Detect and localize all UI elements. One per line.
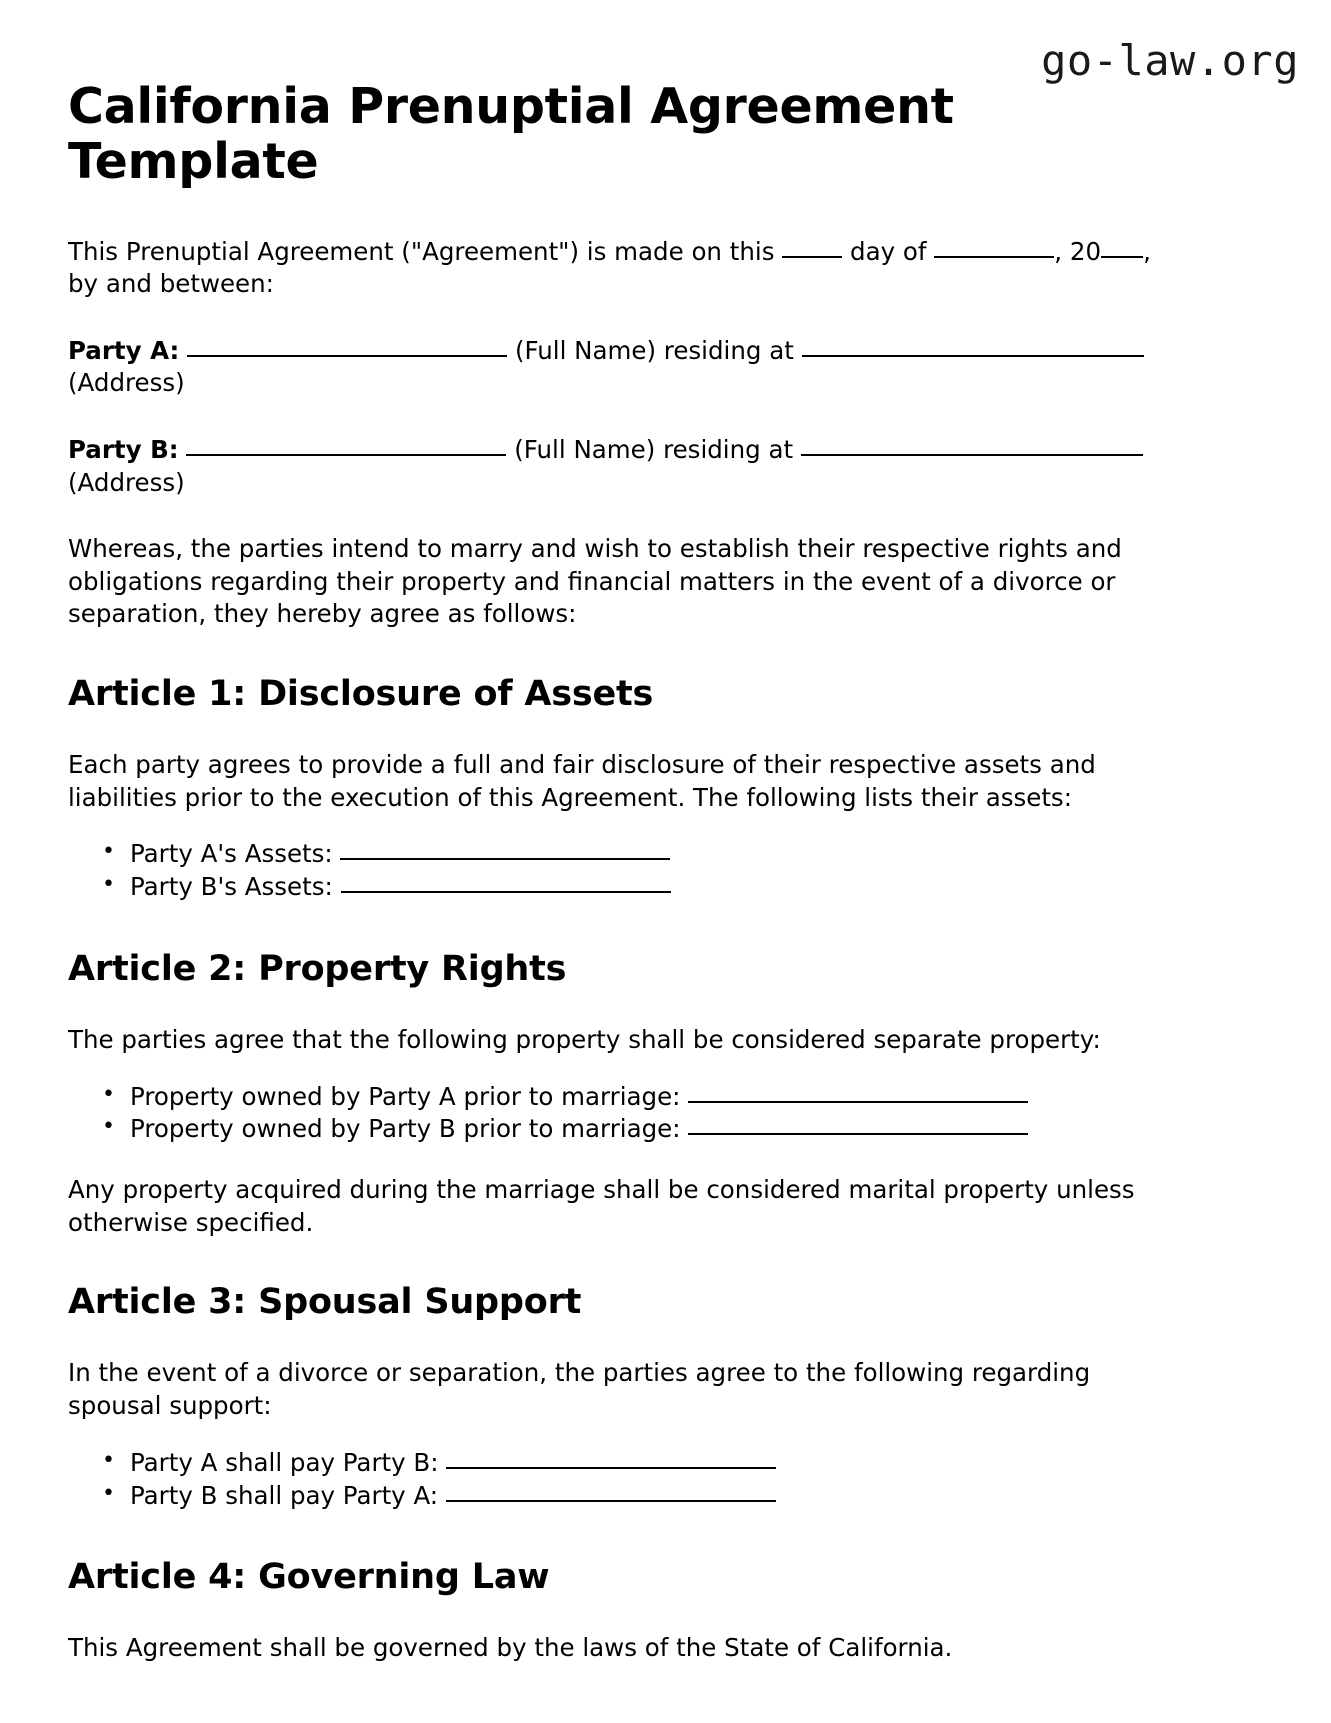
year-blank[interactable]: [1101, 256, 1143, 258]
article-1-list: [68, 840, 1153, 902]
document-content: [68, 80, 1153, 1665]
spacer: [68, 631, 1153, 673]
month-blank[interactable]: [934, 256, 1054, 258]
list-item: [130, 840, 1153, 869]
page-title: California Prenuptial Agreement Template: [68, 78, 954, 190]
intro-text-part4: , by and between:: [68, 236, 1151, 299]
spacer: [68, 1239, 1153, 1281]
list-item-label: Property owned by Party A prior to marriage:: [130, 1081, 681, 1111]
intro-text-part2: day of: [842, 236, 935, 266]
party-b-assets-blank[interactable]: [341, 891, 671, 893]
party-a-address-suffix: (Address): [68, 368, 185, 398]
party-a-property-blank[interactable]: [688, 1101, 1028, 1103]
list-item: [130, 1482, 1153, 1511]
article-4-paragraph: This Agreement shall be governed by the laws of the State of California.: [68, 1633, 953, 1663]
spacer: [68, 1598, 1153, 1632]
intro-text-part1: This Prenuptial Agreement ("Agreement") is made on this: [68, 236, 783, 266]
article-2-closing-paragraph: Any property acquired during the marriage shall be considered marital property unless otherwise specified.: [68, 1175, 1135, 1237]
article-3-list: [68, 1449, 1153, 1511]
party-b-label: Party B:: [68, 435, 179, 465]
list-item: [130, 1083, 1153, 1112]
article-1-paragraph: Each party agrees to provide a full and fair disclosure of their respective assets and liabilities prior to the execution of this Agreement. The following lists their assets:: [68, 749, 1096, 812]
party-b-support-blank[interactable]: [446, 1500, 776, 1502]
party-a-label: Party A:: [68, 335, 180, 365]
intro-text-part3: , 20: [1054, 236, 1102, 266]
article-3-paragraph: In the event of a divorce or separation, the parties agree to the following regarding spousal support:: [68, 1358, 1091, 1421]
article-2-list: [68, 1083, 1153, 1145]
spacer: [68, 1148, 1153, 1174]
party-a-line: [68, 335, 1153, 400]
party-a-address-blank[interactable]: [802, 355, 1144, 357]
list-item-label: Party A shall pay Party B:: [130, 1447, 439, 1477]
party-a-mid-text: (Full Name) residing at: [514, 335, 794, 365]
party-b-address-suffix: (Address): [68, 467, 185, 497]
party-b-mid-text: (Full Name) residing at: [514, 435, 794, 465]
spacer: [68, 906, 1153, 948]
list-item-label: Party B's Assets:: [130, 872, 333, 902]
party-a-assets-blank[interactable]: [340, 858, 670, 860]
site-logo: go-law.org: [1041, 36, 1299, 85]
spacer: [68, 814, 1153, 840]
party-a-name-blank[interactable]: [187, 355, 507, 357]
spacer: [68, 1423, 1153, 1449]
list-item-label: Party A's Assets:: [130, 839, 333, 869]
list-item-label: Property owned by Party B prior to marriage:: [130, 1114, 681, 1144]
spacer: [68, 499, 1153, 533]
spacer: [68, 1323, 1153, 1357]
spacer: [68, 715, 1153, 749]
spacer: [68, 400, 1153, 434]
intro-paragraph: [68, 236, 1153, 301]
whereas-paragraph: Whereas, the parties intend to marry and wish to establish their respective rights and obligations regarding their property and financial matters in the event of a divorce or separation, they hereby agree as follows:: [68, 534, 1122, 629]
article-2-paragraph: The parties agree that the following property shall be considered separate property:: [68, 1024, 1101, 1054]
spacer: [68, 190, 1153, 236]
spacer: [68, 990, 1153, 1024]
list-item: [130, 873, 1153, 902]
article-4-heading: Article 4: Governing Law: [68, 1557, 550, 1598]
article-3-heading: Article 3: Spousal Support: [68, 1282, 582, 1323]
list-item-label: Party B shall pay Party A:: [130, 1480, 439, 1510]
spacer: [68, 301, 1153, 335]
party-b-line: [68, 434, 1153, 499]
party-b-name-blank[interactable]: [186, 454, 506, 456]
party-b-address-blank[interactable]: [801, 454, 1143, 456]
article-2-heading: Article 2: Property Rights: [68, 948, 567, 989]
party-b-property-blank[interactable]: [688, 1133, 1028, 1135]
article-1-heading: Article 1: Disclosure of Assets: [68, 673, 654, 714]
day-blank[interactable]: [782, 256, 842, 258]
spacer: [68, 1514, 1153, 1556]
spacer: [68, 1057, 1153, 1083]
party-a-support-blank[interactable]: [446, 1467, 776, 1469]
list-item: [130, 1449, 1153, 1478]
list-item: [130, 1115, 1153, 1144]
